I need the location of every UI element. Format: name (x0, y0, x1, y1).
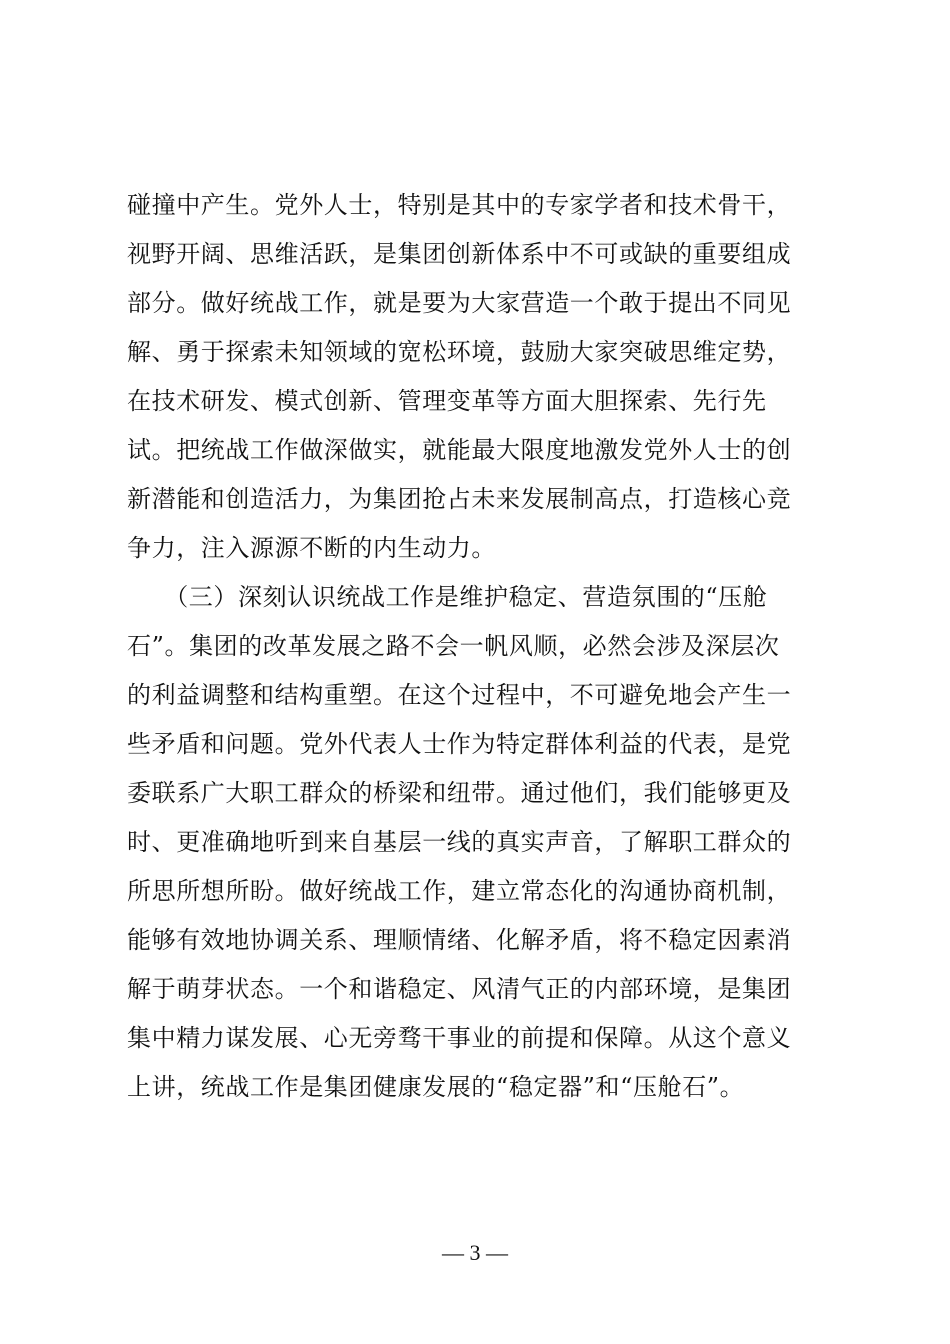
body-text (127, 181, 827, 1112)
text-line: 试。把统战工作做深做实，就能最大限度地激发党外人士的创 (127, 436, 792, 464)
text-line: 解于萌芽状态。一个和谐稳定、风清气正的内部环境，是集团 (127, 975, 792, 1003)
text-line: 碰撞中产生。党外人士，特别是其中的专家学者和技术骨干， (127, 191, 792, 219)
text-line: 部分。做好统战工作，就是要为大家营造一个敢于提出不同见 (127, 289, 792, 317)
text-line: 石”。集团的改革发展之路不会一帆风顺，必然会涉及深层次 (127, 632, 780, 660)
text-line: 能够有效地协调关系、理顺情绪、化解矛盾，将不稳定因素消 (127, 926, 792, 954)
text-line: 的利益调整和结构重塑。在这个过程中，不可避免地会产生一 (127, 681, 792, 709)
text-line: 委联系广大职工群众的桥梁和纽带。通过他们，我们能够更及 (127, 779, 792, 807)
text-line: 在技术研发、模式创新、管理变革等方面大胆探索、先行先 (127, 387, 767, 415)
text-line: 所思所想所盼。做好统战工作，建立常态化的沟通协商机制， (127, 877, 792, 905)
text-line: 些矛盾和问题。党外代表人士作为特定群体利益的代表，是党 (127, 730, 792, 758)
text-line: 解、勇于探索未知领域的宽松环境，鼓励大家突破思维定势， (127, 338, 792, 366)
text-line: 争力，注入源源不断的内生动力。 (127, 534, 496, 562)
text-line: 上讲，统战工作是集团健康发展的“稳定器”和“压舱石”。 (127, 1073, 745, 1101)
text-line: 视野开阔、思维活跃，是集团创新体系中不可或缺的重要组成 (127, 240, 792, 268)
text-line: 新潜能和创造活力，为集团抢占未来发展制高点，打造核心竞 (127, 485, 792, 513)
text-line: 时、更准确地听到来自基层一线的真实声音，了解职工群众的 (127, 828, 792, 856)
section-heading-line: （三）深刻认识统战工作是维护稳定、营造氛围的“压舱 (127, 583, 768, 611)
page-number: — 3 — (442, 1240, 508, 1265)
text-line: 集中精力谋发展、心无旁骛干事业的前提和保障。从这个意义 (127, 1024, 792, 1052)
